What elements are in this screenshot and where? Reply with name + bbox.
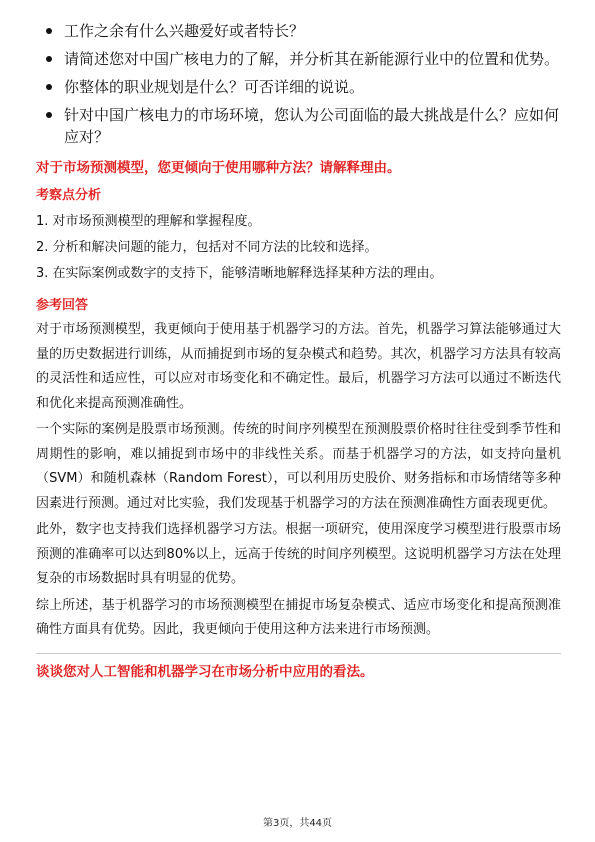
analysis-point: 2. 分析和解决问题的能力，包括对不同方法的比较和选择。	[36, 240, 378, 255]
next-question-heading: 谈谈您对人工智能和机器学习在市场分析中应用的看法。	[36, 663, 374, 680]
bullet-dot-icon	[46, 56, 52, 62]
answer-heading: 参考回答	[36, 298, 89, 313]
answer-paragraph: 此外，数字也支持我们选择机器学习方法。根据一项研究，使用深度学习模型进行股票市场预测的准确率可以达到80%以上，远高于传统的时间序列模型。这说明机器学习方法在处理复杂的市场数据时具有明显的优势。	[36, 522, 561, 586]
bullet-dot-icon	[46, 28, 52, 34]
bullet-dot-icon	[46, 84, 52, 90]
answer-paragraph: 一个实际的案例是股票市场预测。传统的时间序列模型在预测股票价格时往往受到季节性和周期性的影响，难以捕捉到市场中的非线性关系。而基于机器学习的方法，如支持向量机（SVM）和随机森林（Random Forest），可以利用历史股价、财务指标和市场情绪等多种因素进行预测。通过对比实验，我们发现基于机器学习的方法在预测准确性方面表现更优。	[36, 422, 561, 511]
page-number-footer: 第3页，共44页	[262, 818, 333, 829]
bullet-item	[36, 20, 561, 42]
answer-paragraph: 对于市场预测模型，我更倾向于使用基于机器学习的方法。首先，机器学习算法能够通过大量的历史数据进行训练，从而捕捉到市场的复杂模式和趋势。其次，机器学习方法具有较高的灵活性和适应性，可以应对市场变化和不确定性。最后，机器学习方法可以通过不断迭代和优化来提高预测准确性。	[36, 322, 561, 411]
bullet-text: 你整体的职业规划是什么？可否详细的说说。	[64, 78, 365, 96]
analysis-point: 1. 对市场预测模型的理解和掌握程度。	[36, 214, 261, 229]
section-divider	[36, 653, 561, 654]
bullet-item	[36, 104, 561, 148]
analysis-heading: 考察点分析	[36, 188, 102, 203]
bullet-text: 工作之余有什么兴趣爱好或者特长？	[64, 22, 305, 40]
bullet-item	[36, 76, 561, 98]
bullet-text: 请简述您对中国广核电力的了解，并分析其在新能源行业中的位置和优势。	[64, 50, 560, 68]
question-heading: 对于市场预测模型，您更倾向于使用哪种方法？请解释理由。	[36, 160, 401, 176]
bullet-text: 针对中国广核电力的市场环境，您认为公司面临的最大挑战是什么？应如何应对？	[64, 106, 560, 146]
page-content	[36, 20, 561, 682]
question-bullet-list	[36, 20, 561, 148]
bullet-item	[36, 48, 561, 70]
analysis-point: 3. 在实际案例或数字的支持下，能够清晰地解释选择某种方法的理由。	[36, 266, 443, 281]
answer-paragraph: 综上所述，基于机器学习的市场预测模型在捕捉市场复杂模式、适应市场变化和提高预测准确性方面具有优势。因此，我更倾向于使用这种方法来进行市场预测。	[36, 597, 561, 637]
bullet-dot-icon	[46, 112, 52, 118]
